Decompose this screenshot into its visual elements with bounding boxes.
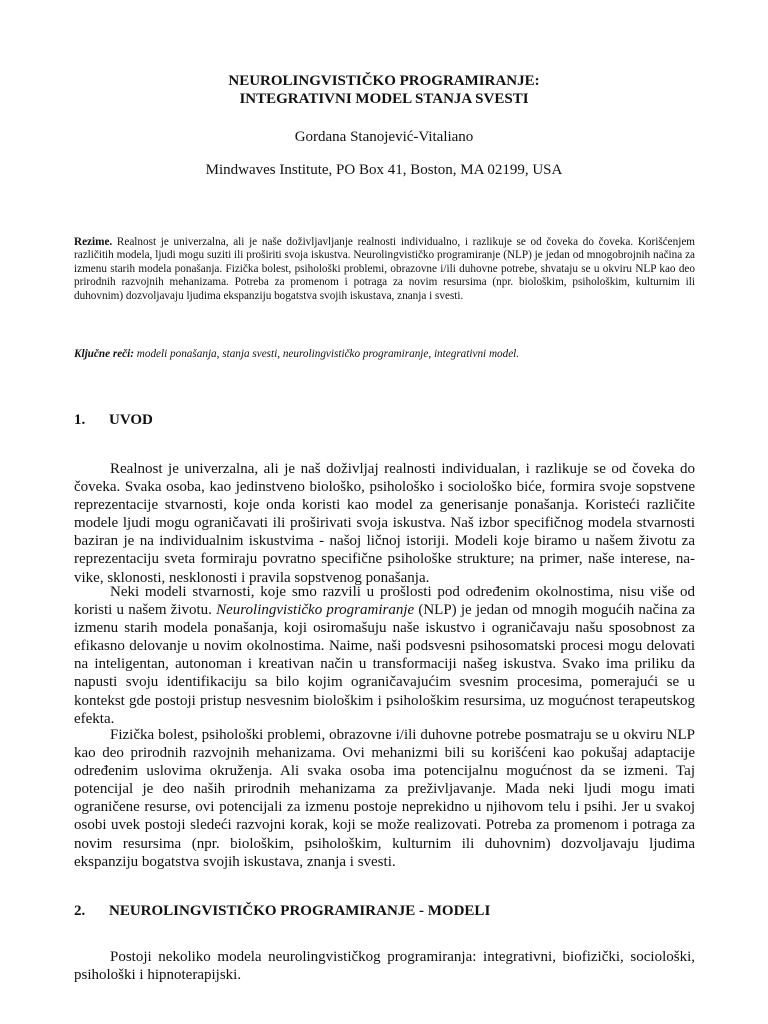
title-line-1: NEUROLINGVISTIČKO PROGRAMIRANJE: [228, 73, 540, 89]
paragraph: Realnost je univerzalna, ali je naš doživljaj realnosti individualan, i razlikuje se od čoveka do čoveka. Svaka osoba, kao jedinstveno biološko, psihološko i sociološko biće, formira svoje sopstvene reprezentacije stvarnosti, koje onda koristi kao model za generisanje ponašanja. Koristeći različite modele ljudi mogu ograničavati ili proširivati svoja iskustva. Naš izbor specifičnog modela stvarnosti baziran je na individualnim iskustvima - našoj ličnoj istoriji. Modeli koje biramo u našem životu za reprezentaciju sveta formiraju povratno specifične psihološke strukture; na primer, naše interese, na-vike, sklonosti, nesklonosti i pravila sopstvenog ponašanja. [74, 461, 695, 586]
paragraph-text: Neki modeli stvarnosti, koje smo razvili u prošlosti pod određenim okolnostima, nisu više od koristi u našem životu. [74, 584, 695, 619]
keywords-label: Ključne reči: [74, 348, 134, 360]
title-line-2: INTEGRATIVNI MODEL STANJA SVESTI [239, 91, 529, 107]
abstract-text: Realnost je univerzalna, ali je naše doživljavljanje realnosti individualno, i razlikuje se od čoveka do čoveka. Korišćenjem različitih modela, ljudi mogu suziti ili proširiti svoja iskustva. Neurolingvističko programiranje (NLP) je jedan od mnogobrojnih načina za izmenu starih modela ponašanja. Fizička bolest, psihološki problemi, obrazovne i/ili duhovne potrebe, shvataju se u okviru NLP kao deo prirodnih razvojnih mehanizama. Potreba za promenom i potraga za novim resursima (npr. biološkim, psihološkim, kulturnim ili duhovnim) dozvoljavaju ljudima ekspanziju bogatstva svojih iskustava, znanja i svesti. [74, 236, 695, 302]
abstract [74, 236, 695, 303]
paper-title [80, 72, 688, 108]
paragraph-text: (NLP) je jedan od mnogih mogućih načina za izmenu starih modela ponašanja, koji osiromašuju naše iskustvo i ograničavaju našu sposobnost za efikasno delovanje u novim okolnostima. Naime, naši podsvesni psihosomatski procesi mogu delovati na inteligentan, autonoman i kreativan način u transformaciji našeg iskustva. Svako ima priliku da napusti svoju identifikaciju sa bilo kojim ograničavajućim svesnim procesima, pomerajući se u kontekst gde postoji pristup nesvesnim biološkim i psihološkim resursima, uz mogućnost terapeutskog efekta. [74, 602, 696, 727]
author-affiliation: Mindwaves Institute, PO Box 41, Boston, MA 02199, USA [205, 162, 563, 178]
keywords-text: modeli ponašanja, stanja svesti, neurolingvističko programiranje, integrativni model. [133, 348, 520, 360]
paragraph: Postoji nekoliko modela neurolingvističkog programiranja: integrativni, biofizički, sociološki, psihološki i hipnoterapijski. [74, 949, 695, 984]
section-title: NEUROLINGVISTIČKO PROGRAMIRANJE - MODELI [109, 903, 491, 919]
paragraph [74, 583, 695, 728]
keywords [74, 347, 695, 361]
section-heading-1 [74, 411, 153, 429]
section-title: UVOD [109, 412, 153, 428]
paragraph-italic-term: Neurolingvističko programiranje [216, 602, 415, 619]
paragraph: Fizička bolest, psihološki problemi, obrazovne i/ili duhovne potrebe posmatraju se u okviru NLP kao deo prirodnih razvojnih mehanizama. Ovi mehanizmi bili su korišćeni kao pokušaj adaptacije određenim uslovima okruženja. Ali svaka osoba ima potencijalnu mogućnost da se izmeni. Taj potencijal je deo naših prirodnih mehanizama za preživljavanje. Mada neki ljudi mogu imati ograničene resurse, ovi potencijali za izmenu postoje neprekidno u njihovom telu i psihi. Jer u svakoj osobi uvek postoji sledeći razvojni korak, koji se može realizovati. Potreba za promenom i potraga za novim resursima (npr. biološkim, psihološkim, kulturnim ili duhovnim) dozvoljavaju ljudima ekspanziju bogatstva svojih iskustava, znanja i svesti. [74, 727, 695, 870]
author-name: Gordana Stanojević-Vitaliano [294, 129, 474, 145]
section-number: 1. [74, 412, 86, 428]
section-number: 2. [74, 903, 86, 919]
section-heading-2 [74, 902, 490, 920]
abstract-label: Rezime. [74, 236, 113, 248]
